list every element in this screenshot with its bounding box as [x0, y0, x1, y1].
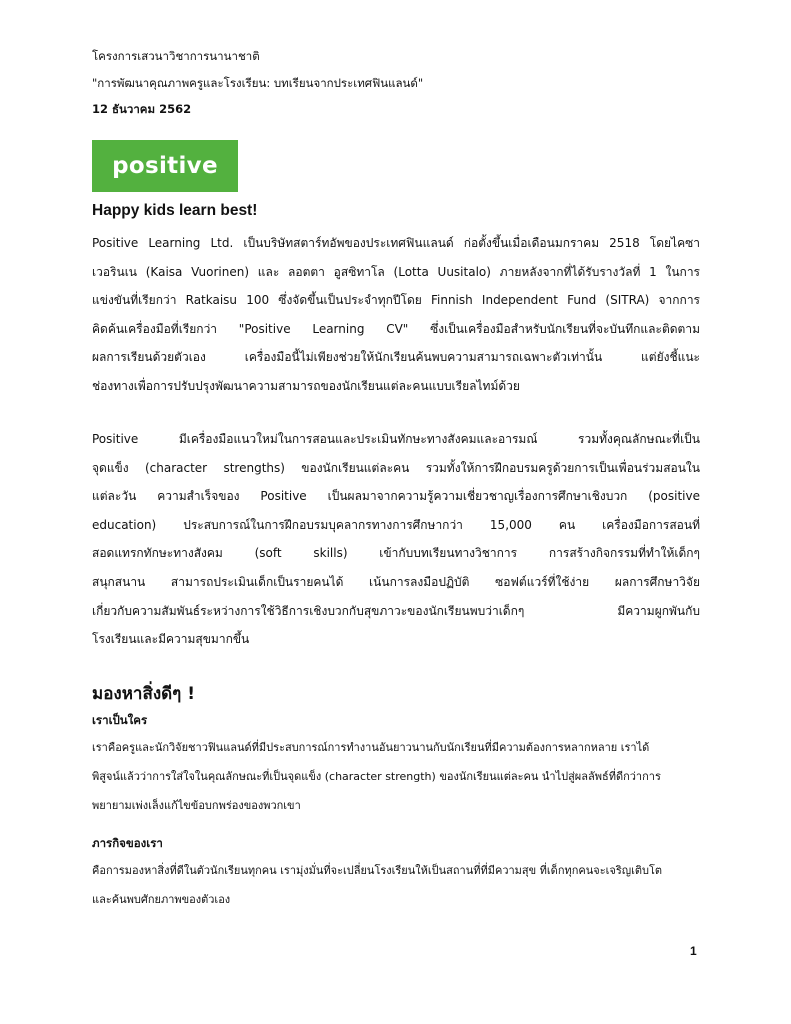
- paragraph-line: เวอรินเน (Kaisa Vuorinen) และ ลอตตา อูสซิทาโล (Lotta Uusitalo) ภายหลังจากที่ได้รับรางวัลที่ 1 ในการ: [92, 264, 700, 279]
- paragraph-our-mission: [92, 856, 712, 914]
- paragraph-line: education) ประสบการณ์ในการฝึกอบรมบุคลากรทางการศึกษากว่า 15,000 คน เครื่องมือการสอนที่: [92, 517, 700, 532]
- paragraph-line: จุดแข็ง (character strengths) ของนักเรียนแต่ละคน รวมทั้งให้การฝึกอบรมครูด้วยการเป็นเพื่อนร่วมสอนใน: [92, 460, 700, 475]
- paragraph-who-we-are: [92, 733, 712, 820]
- paragraph-positive-tools: [92, 425, 700, 654]
- paragraph-line: แข่งขันที่เรียกว่า Ratkaisu 100 ซึ่งจัดขึ้นเป็นประจำทุกปีโดย Finnish Independent Fund (SITRA) จากการ: [92, 293, 700, 308]
- paragraph-line: สอดแทรกทักษะทางสังคม (soft skills) เข้ากับบทเรียนทางวิชาการ การสร้างกิจกรรมที่ทำให้เด็กๆ: [92, 546, 700, 561]
- heading-happy-kids: Happy kids learn best!: [92, 202, 258, 219]
- paragraph-line: แต่ละวัน ความสำเร็จของ Positive เป็นผลมาจากความรู้ความเชี่ยวชาญเรื่องการศึกษาเชิงบวก (positive: [92, 489, 700, 504]
- paragraph-line: พยายามเพ่งเล็งแก้ไขข้อบกพร่องของพวกเขา: [92, 799, 301, 812]
- section-title-look-for-good: มองหาสิ่งดีๆ !: [92, 684, 195, 704]
- logo-text: positive: [112, 153, 218, 179]
- header-date: 12 ธันวาคม 2562: [92, 102, 192, 116]
- header-seminar-title: "การพัฒนาคุณภาพครูและโรงเรียน: บทเรียนจากประเทศฟินแลนด์": [92, 76, 424, 90]
- paragraph-line: คือการมองหาสิ่งที่ดีในตัวนักเรียนทุกคน เรามุ่งมั่นที่จะเปลี่ยนโรงเรียนให้เป็นสถานที่ที่มีความสุข ที่เด็กทุกคนจะเจริญเติบโต: [92, 864, 663, 877]
- paragraph-line: สนุกสนาน สามารถประเมินเด็กเป็นรายคนได้ เน้นการลงมือปฏิบัติ ซอฟต์แวร์ที่ใช้ง่าย ผลการศึกษาวิจัย: [92, 574, 700, 589]
- paragraph-line: โรงเรียนและมีความสุขมากขึ้น: [92, 632, 250, 647]
- paragraph-line: และค้นพบศักยภาพของตัวเอง: [92, 893, 231, 906]
- header-project-name: โครงการเสวนาวิชาการนานาชาติ: [92, 49, 260, 63]
- paragraph-line: เราคือครูและนักวิจัยชาวฟินแลนด์ที่มีประสบการณ์การทำงานอันยาวนานกับนักเรียนที่มีความต้องการหลากหลาย เราได้: [92, 741, 650, 754]
- paragraph-line: Positive Learning Ltd. เป็นบริษัทสตาร์ทอัพของประเทศฟินแลนด์ ก่อตั้งขึ้นเมื่อเดือนมกราคม 2518 โดยไคซา: [92, 236, 700, 250]
- paragraph-line: Positive มีเครื่องมือแนวใหม่ในการสอนและประเมินทักษะทางสังคมและอารมณ์ รวมทั้งคุณลักษณะที่เป็น: [92, 432, 700, 446]
- subheading-our-mission: ภารกิจของเรา: [92, 836, 163, 850]
- positive-logo: [92, 140, 238, 192]
- subheading-who-we-are: เราเป็นใคร: [92, 713, 148, 727]
- paragraph-company-intro: [92, 229, 700, 401]
- paragraph-line: คิดค้นเครื่องมือที่เรียกว่า "Positive Learning CV" ซึ่งเป็นเครื่องมือสำหรับนักเรียนที่จะบันทึกและติดตาม: [92, 321, 700, 336]
- paragraph-line: พิสูจน์แล้วว่าการใส่ใจในคุณลักษณะที่เป็นจุดแข็ง (character strength) ของนักเรียนแต่ละคน นำไปสู่ผลลัพธ์ที่ดีกว่าการ: [92, 770, 661, 783]
- page-number: 1: [690, 944, 697, 958]
- paragraph-line: เกี่ยวกับความสัมพันธ์ระหว่างการใช้วิธีการเชิงบวกกับสุขภาวะของนักเรียนพบว่าเด็กๆ มีความผูกพันกับ: [92, 603, 700, 618]
- paragraph-line: ช่องทางเพื่อการปรับปรุงพัฒนาความสามารถของนักเรียนแต่ละคนแบบเรียลไทม์ด้วย: [92, 378, 520, 393]
- paragraph-line: ผลการเรียนด้วยตัวเอง เครื่องมือนี้ไม่เพียงช่วยให้นักเรียนค้นพบความสามารถเฉพาะตัวเท่านั้น แต่ยังชี้แนะ: [92, 350, 700, 365]
